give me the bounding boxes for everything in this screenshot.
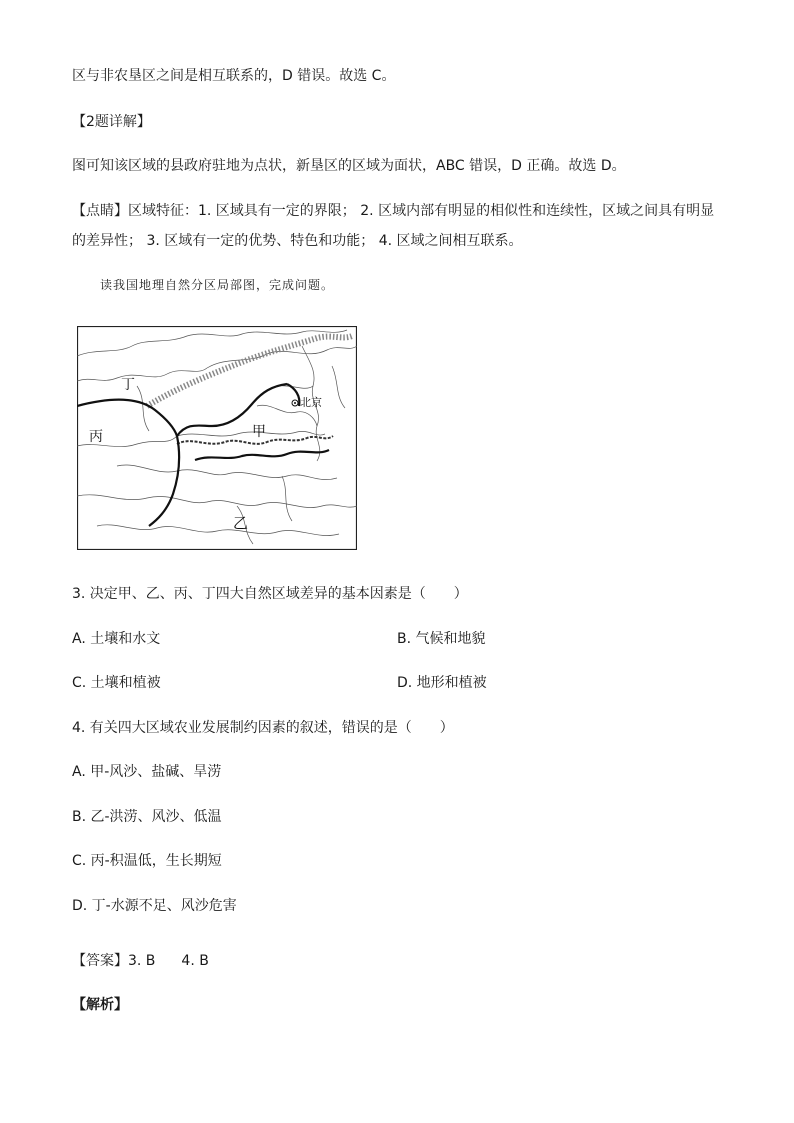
q4-option-d: D. 丁-水源不足、风沙危害 — [72, 898, 237, 914]
q3-option-c: C. 土壤和植被 — [72, 675, 161, 691]
tip-line-2: 的差异性； 3. 区域有一定的优势、特色和功能； 4. 区域之间相互联系。 — [72, 233, 523, 249]
q2-detail-heading: 【2题详解】 — [72, 114, 151, 130]
map-label-beijing: 北京 — [300, 396, 322, 409]
map-label-yi: 乙 — [233, 514, 249, 532]
map-label-bing: 丙 — [89, 429, 103, 445]
q4-option-c: C. 丙-积温低，生长期短 — [72, 853, 222, 869]
q4-option-b: B. 乙-洪涝、风沙、低温 — [72, 809, 222, 825]
map-label-jia: 甲 — [252, 424, 266, 440]
beijing-marker-dot — [294, 402, 296, 404]
analysis-label: 【解析】 — [72, 997, 128, 1013]
q3-stem: 3. 决定甲、乙、丙、丁四大自然区域差异的基本因素是（ ） — [72, 586, 468, 602]
q4-option-a: A. 甲-风沙、盐碱、旱涝 — [72, 764, 222, 780]
answer-q4: 4. B — [181, 953, 209, 969]
answer-q3: 3. B — [128, 953, 156, 969]
q3-option-d: D. 地形和植被 — [397, 675, 487, 691]
tip-text-1: 区域特征：1. 区域具有一定的界限； 2. 区域内部有明显的相似性和连续性，区域之间具有明显 — [128, 203, 715, 219]
answer-line — [72, 951, 209, 971]
map-frame — [78, 327, 357, 550]
physical-region-map — [77, 326, 357, 550]
q3-option-a: A. 土壤和水文 — [72, 631, 161, 647]
answer-label: 【答案】 — [72, 953, 128, 969]
map-caption: 读我国地理自然分区局部图，完成问题。 — [100, 278, 335, 292]
q3-option-b: B. 气候和地貌 — [397, 631, 486, 647]
q2-detail-text: 图可知该区域的县政府驻地为点状，新垦区的区域为面状，ABC 错误，D 正确。故选 D。 — [72, 158, 626, 174]
q4-stem: 4. 有关四大区域农业发展制约因素的叙述，错误的是（ ） — [72, 720, 454, 736]
previous-explanation-line: 区与非农垦区之间是相互联系的，D 错误。故选 C。 — [72, 68, 396, 84]
tip-line-1 — [72, 201, 714, 221]
map-label-ding: 丁 — [121, 377, 135, 393]
tip-label: 【点睛】 — [72, 203, 128, 219]
